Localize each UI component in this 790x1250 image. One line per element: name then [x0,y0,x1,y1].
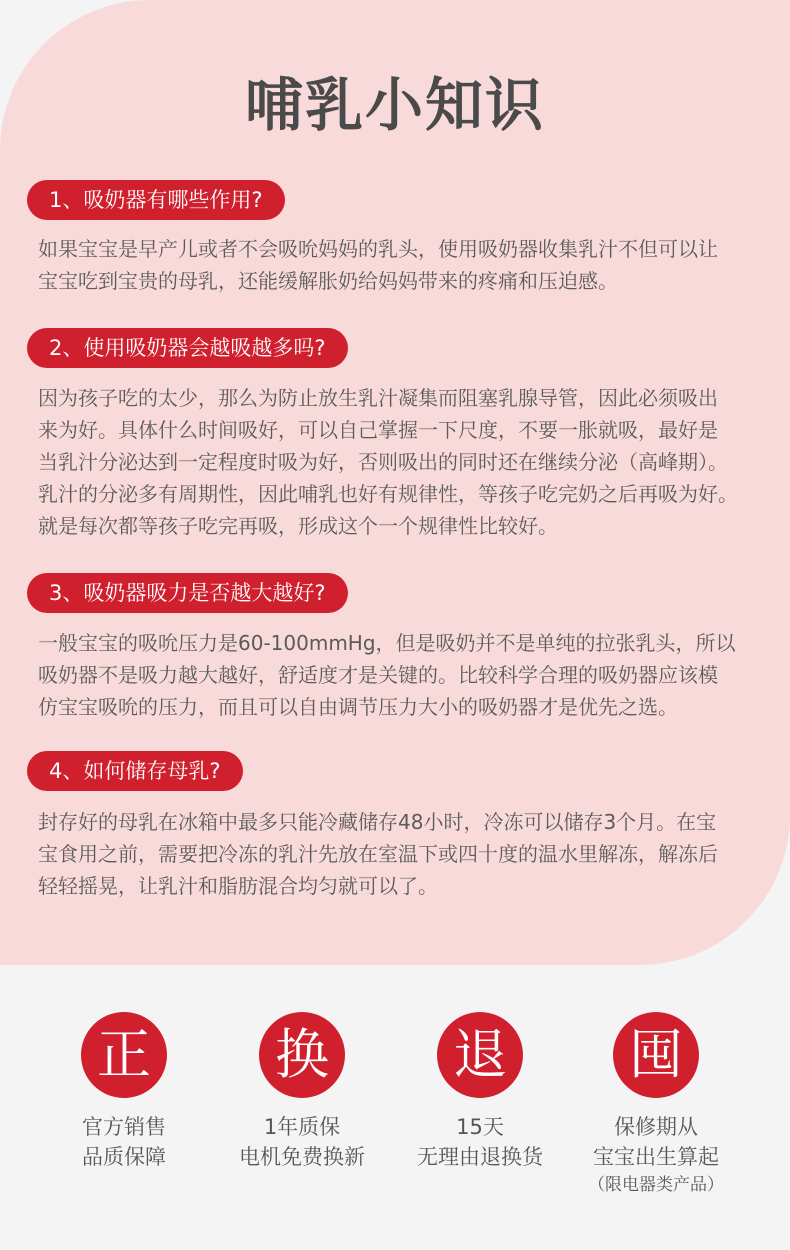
text-line: 宝食用之前，需要把冷冻的乳汁先放在室温下或四十度的温水里解冻，解冻后 [38,842,718,866]
badge-line1: 官方销售 [82,1115,166,1139]
section-2-heading: 2、使用吸奶器会越吸越多吗? [27,328,348,368]
badge-line2: 无理由退换货 [417,1145,543,1169]
text-line: 乳汁的分泌多有周期性，因此哺乳也好有规律性，等孩子吃完奶之后再吸为好。 [38,482,738,506]
badge-guarantee [568,1012,744,1198]
badge-line2: 品质保障 [82,1145,166,1169]
section-4-text [38,806,768,902]
badge-caption [214,1112,390,1172]
badge-line1: 保修期从 [614,1115,698,1139]
badge-caption [36,1112,212,1172]
badge-return [392,1012,568,1172]
text-line: 来为好。具体什么时间吸好，可以自己掌握一下尺度，不要一胀就吸，最好是 [38,418,718,442]
text-line: 宝宝吃到宝贵的母乳，还能缓解胀奶给妈妈带来的疼痛和压迫感。 [38,269,618,293]
page-title: 哺乳小知识 [244,71,545,139]
section-3-heading: 3、吸奶器吸力是否越大越好? [27,573,348,613]
text-line: 仿宝宝吸吮的压力，而且可以自由调节压力大小的吸奶器才是优先之选。 [38,695,678,719]
section-4-heading: 4、如何储存母乳? [27,751,243,791]
badge-line2: 电机免费换新 [239,1145,365,1169]
official-icon: 正 [81,1012,167,1098]
badge-line2: 宝宝出生算起 [593,1145,719,1169]
text-line: 吸奶器不是吸力越大越好，舒适度才是关键的。比较科学合理的吸奶器应该模 [38,663,718,687]
section-1-heading: 1、吸奶器有哪些作用? [27,180,285,220]
text-line: 当乳汁分泌达到一定程度时吸为好，否则吸出的同时还在继续分泌（高峰期）。 [38,450,728,474]
text-line: 如果宝宝是早产儿或者不会吸吮妈妈的乳头，使用吸奶器收集乳汁不但可以让 [38,237,718,261]
badge-caption [392,1112,568,1172]
badge-line1: 1年质保 [263,1115,341,1139]
section-3-text [38,627,768,723]
text-line: 封存好的母乳在冰箱中最多只能冷藏储存48小时，冷冻可以储存3个月。在宝 [38,810,717,834]
badge-caption [568,1112,744,1172]
section-1-text [38,233,768,297]
badge-warranty [214,1012,390,1172]
section-2-text [38,382,768,542]
text-line: 轻轻摇晃，让乳汁和脂肪混合均匀就可以了。 [38,874,438,898]
badge-line1: 15天 [456,1115,504,1139]
text-line: 因为孩子吃的太少，那么为防止放生乳汁凝集而阻塞乳腺导管，因此必须吸出 [38,386,718,410]
service-badges [0,1012,790,1212]
badge-note: （限电器类产品） [588,1175,724,1195]
text-line: 一般宝宝的吸吮压力是60-100mmHg，但是吸奶并不是单纯的拉张乳头，所以 [38,631,736,655]
exchange-icon: 换 [259,1012,345,1098]
guarantee-icon: 囤 [613,1012,699,1098]
return-icon: 退 [437,1012,523,1098]
text-line: 就是每次都等孩子吃完再吸，形成这个一个规律性比较好。 [38,514,558,538]
badge-official [36,1012,212,1172]
